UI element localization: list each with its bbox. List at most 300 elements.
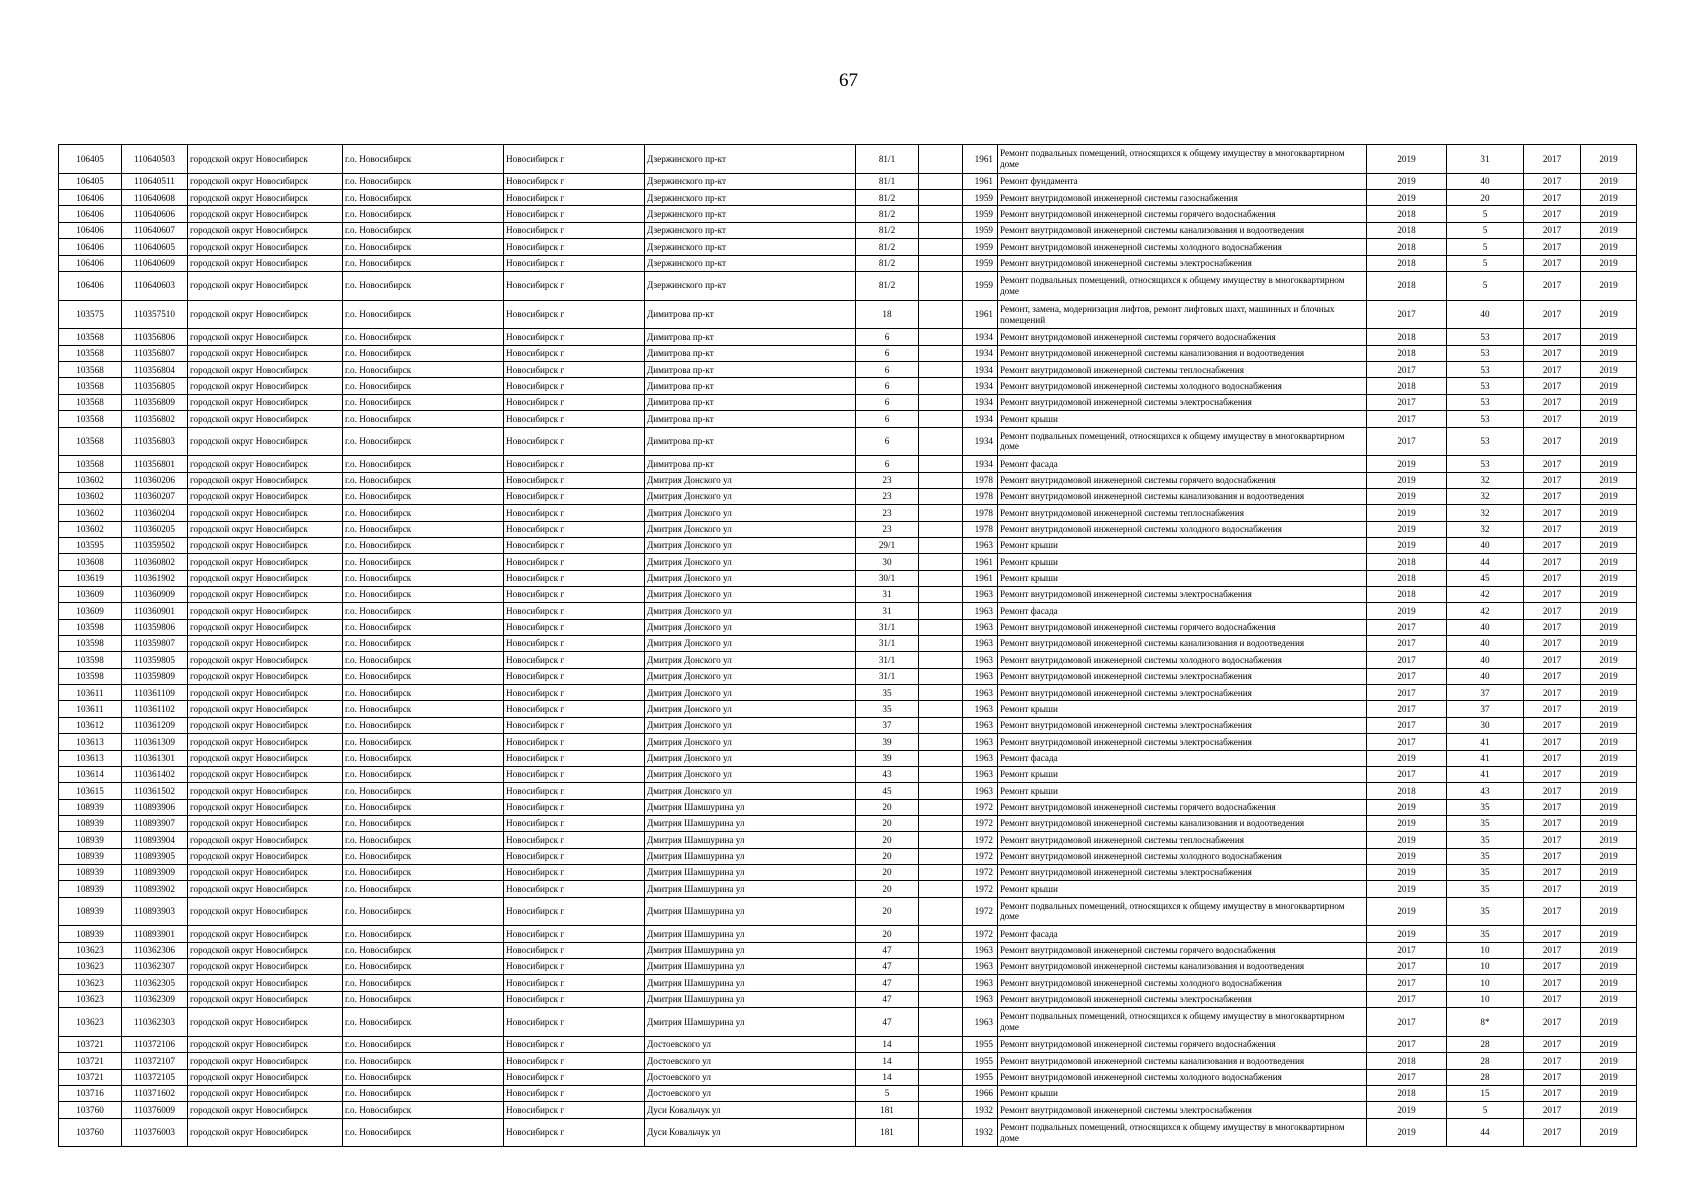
cell-period-start: 2017 [1524, 603, 1581, 619]
table-row [59, 505, 1637, 521]
cell-period-end: 2019 [1581, 815, 1637, 831]
cell-work-type: Ремонт фасада [998, 926, 1367, 942]
cell-settlement: Новосибирск г [504, 603, 645, 619]
cell-settlement: Новосибирск г [504, 815, 645, 831]
cell-house-number: 14 [856, 1069, 919, 1085]
cell-settlement: Новосибирск г [504, 271, 645, 300]
cell-period-end: 2019 [1581, 222, 1637, 238]
cell-house-id: 106406 [59, 222, 122, 238]
cell-year-built: 1955 [963, 1036, 998, 1052]
cell-work-type: Ремонт внутридомовой инженерной системы канализования и водоотведения [998, 636, 1367, 652]
cell-settlement: Новосибирск г [504, 538, 645, 554]
cell-settlement: Новосибирск г [504, 427, 645, 456]
cell-wear-percent: 53 [1447, 394, 1524, 410]
cell-planned-year: 2018 [1367, 1053, 1447, 1069]
cell-municipality: г.о. Новосибирск [343, 255, 504, 271]
cell-building [919, 619, 963, 635]
cell-period-start: 2017 [1524, 206, 1581, 222]
cell-municipal-district: городской округ Новосибирск [188, 799, 343, 815]
cell-period-start: 2017 [1524, 538, 1581, 554]
table-row [59, 881, 1637, 897]
cell-year-built: 1963 [963, 652, 998, 668]
cell-work-type: Ремонт подвальных помещений, относящихся к общему имуществу в многоквартирном доме [998, 427, 1367, 456]
cell-work-id: 110893906 [122, 799, 188, 815]
cell-planned-year: 2017 [1367, 1036, 1447, 1052]
cell-work-id: 110640609 [122, 255, 188, 271]
cell-planned-year: 2017 [1367, 959, 1447, 975]
cell-period-end: 2019 [1581, 538, 1637, 554]
cell-year-built: 1959 [963, 222, 998, 238]
cell-municipality: г.о. Новосибирск [343, 926, 504, 942]
cell-planned-year: 2019 [1367, 472, 1447, 488]
cell-street: Дзержинского пр-кт [645, 239, 856, 255]
cell-building [919, 554, 963, 570]
cell-house-number: 31/1 [856, 652, 919, 668]
cell-municipal-district: городской округ Новосибирск [188, 411, 343, 427]
cell-wear-percent: 40 [1447, 300, 1524, 329]
cell-municipal-district: городской округ Новосибирск [188, 636, 343, 652]
cell-period-end: 2019 [1581, 619, 1637, 635]
cell-work-type: Ремонт внутридомовой инженерной системы газоснабжения [998, 190, 1367, 206]
cell-planned-year: 2019 [1367, 1118, 1447, 1147]
cell-planned-year: 2019 [1367, 521, 1447, 537]
cell-work-type: Ремонт крыши [998, 881, 1367, 897]
cell-settlement: Новосибирск г [504, 570, 645, 586]
cell-work-type: Ремонт внутридомовой инженерной системы теплоснабжения [998, 362, 1367, 378]
cell-wear-percent: 53 [1447, 329, 1524, 345]
cell-work-id: 110361402 [122, 766, 188, 782]
cell-wear-percent: 32 [1447, 505, 1524, 521]
cell-house-number: 31/1 [856, 636, 919, 652]
cell-house-number: 35 [856, 701, 919, 717]
cell-year-built: 1963 [963, 603, 998, 619]
cell-work-type: Ремонт внутридомовой инженерной системы электроснабжения [998, 668, 1367, 684]
cell-period-end: 2019 [1581, 587, 1637, 603]
cell-municipal-district: городской округ Новосибирск [188, 975, 343, 991]
table-row [59, 570, 1637, 586]
table-row [59, 271, 1637, 300]
cell-year-built: 1963 [963, 783, 998, 799]
cell-building [919, 832, 963, 848]
cell-year-built: 1972 [963, 799, 998, 815]
cell-building [919, 1053, 963, 1069]
cell-wear-percent: 40 [1447, 538, 1524, 554]
table-row [59, 362, 1637, 378]
table-row [59, 190, 1637, 206]
cell-period-end: 2019 [1581, 1008, 1637, 1037]
cell-street: Дмитрия Донского ул [645, 619, 856, 635]
cell-work-id: 110356807 [122, 345, 188, 361]
cell-year-built: 1963 [963, 668, 998, 684]
cell-street: Дмитрия Шамшурина ул [645, 926, 856, 942]
cell-year-built: 1959 [963, 255, 998, 271]
cell-planned-year: 2017 [1367, 766, 1447, 782]
cell-house-number: 20 [856, 848, 919, 864]
cell-wear-percent: 31 [1447, 145, 1524, 174]
cell-period-end: 2019 [1581, 190, 1637, 206]
cell-period-start: 2017 [1524, 329, 1581, 345]
cell-settlement: Новосибирск г [504, 411, 645, 427]
cell-period-start: 2017 [1524, 1118, 1581, 1147]
cell-building [919, 701, 963, 717]
table-row [59, 521, 1637, 537]
cell-house-id: 103609 [59, 587, 122, 603]
cell-municipality: г.о. Новосибирск [343, 799, 504, 815]
cell-settlement: Новосибирск г [504, 145, 645, 174]
cell-period-end: 2019 [1581, 975, 1637, 991]
cell-house-id: 103623 [59, 959, 122, 975]
cell-period-start: 2017 [1524, 300, 1581, 329]
cell-street: Димитрова пр-кт [645, 394, 856, 410]
cell-settlement: Новосибирск г [504, 959, 645, 975]
cell-house-id: 108939 [59, 848, 122, 864]
cell-municipal-district: городской округ Новосибирск [188, 926, 343, 942]
cell-house-number: 6 [856, 345, 919, 361]
cell-work-type: Ремонт внутридомовой инженерной системы горячего водоснабжения [998, 799, 1367, 815]
cell-period-end: 2019 [1581, 1053, 1637, 1069]
cell-building [919, 239, 963, 255]
cell-municipality: г.о. Новосибирск [343, 991, 504, 1007]
cell-period-end: 2019 [1581, 652, 1637, 668]
cell-street: Дмитрия Шамшурина ул [645, 799, 856, 815]
cell-settlement: Новосибирск г [504, 345, 645, 361]
cell-period-end: 2019 [1581, 521, 1637, 537]
cell-work-type: Ремонт внутридомовой инженерной системы канализования и водоотведения [998, 1053, 1367, 1069]
cell-settlement: Новосибирск г [504, 926, 645, 942]
cell-house-number: 181 [856, 1102, 919, 1118]
cell-period-end: 2019 [1581, 505, 1637, 521]
cell-house-number: 81/2 [856, 206, 919, 222]
cell-wear-percent: 28 [1447, 1053, 1524, 1069]
cell-period-start: 2017 [1524, 975, 1581, 991]
cell-period-end: 2019 [1581, 603, 1637, 619]
cell-period-end: 2019 [1581, 701, 1637, 717]
cell-municipality: г.о. Новосибирск [343, 222, 504, 238]
cell-house-id: 103721 [59, 1069, 122, 1085]
cell-period-end: 2019 [1581, 345, 1637, 361]
cell-work-id: 110371602 [122, 1085, 188, 1101]
cell-municipal-district: городской округ Новосибирск [188, 554, 343, 570]
cell-building [919, 1085, 963, 1101]
cell-planned-year: 2019 [1367, 897, 1447, 926]
cell-period-end: 2019 [1581, 1069, 1637, 1085]
cell-settlement: Новосибирск г [504, 652, 645, 668]
cell-municipal-district: городской округ Новосибирск [188, 521, 343, 537]
cell-work-type: Ремонт крыши [998, 701, 1367, 717]
cell-year-built: 1934 [963, 345, 998, 361]
cell-building [919, 222, 963, 238]
cell-period-start: 2017 [1524, 427, 1581, 456]
cell-year-built: 1961 [963, 173, 998, 189]
cell-work-id: 110360909 [122, 587, 188, 603]
cell-municipality: г.о. Новосибирск [343, 489, 504, 505]
cell-municipality: г.о. Новосибирск [343, 345, 504, 361]
cell-settlement: Новосибирск г [504, 975, 645, 991]
cell-settlement: Новосибирск г [504, 190, 645, 206]
cell-period-end: 2019 [1581, 145, 1637, 174]
cell-street: Дмитрия Донского ул [645, 783, 856, 799]
table-row [59, 897, 1637, 926]
cell-building [919, 1008, 963, 1037]
cell-street: Дмитрия Шамшурина ул [645, 815, 856, 831]
cell-building [919, 411, 963, 427]
cell-wear-percent: 28 [1447, 1036, 1524, 1052]
cell-year-built: 1978 [963, 489, 998, 505]
cell-house-id: 103623 [59, 991, 122, 1007]
cell-municipality: г.о. Новосибирск [343, 173, 504, 189]
cell-building [919, 1069, 963, 1085]
cell-municipal-district: городской округ Новосибирск [188, 685, 343, 701]
table-row [59, 991, 1637, 1007]
cell-work-type: Ремонт крыши [998, 766, 1367, 782]
cell-period-start: 2017 [1524, 489, 1581, 505]
cell-house-number: 30 [856, 554, 919, 570]
cell-period-start: 2017 [1524, 1069, 1581, 1085]
cell-municipality: г.о. Новосибирск [343, 1069, 504, 1085]
cell-wear-percent: 5 [1447, 271, 1524, 300]
cell-settlement: Новосибирск г [504, 783, 645, 799]
cell-street: Дмитрия Шамшурина ул [645, 991, 856, 1007]
cell-settlement: Новосибирск г [504, 255, 645, 271]
cell-street: Дмитрия Донского ул [645, 717, 856, 733]
cell-building [919, 456, 963, 472]
cell-street: Дзержинского пр-кт [645, 145, 856, 174]
cell-work-id: 110360205 [122, 521, 188, 537]
cell-year-built: 1934 [963, 411, 998, 427]
cell-building [919, 815, 963, 831]
cell-period-start: 2017 [1524, 864, 1581, 880]
cell-house-id: 103608 [59, 554, 122, 570]
cell-period-start: 2017 [1524, 239, 1581, 255]
cell-work-id: 110893905 [122, 848, 188, 864]
cell-house-id: 106405 [59, 173, 122, 189]
cell-municipality: г.о. Новосибирск [343, 1118, 504, 1147]
table-row [59, 206, 1637, 222]
cell-municipality: г.о. Новосибирск [343, 603, 504, 619]
cell-settlement: Новосибирск г [504, 717, 645, 733]
cell-period-end: 2019 [1581, 734, 1637, 750]
cell-house-id: 108939 [59, 881, 122, 897]
cell-house-number: 20 [856, 897, 919, 926]
cell-building [919, 783, 963, 799]
cell-work-id: 110640608 [122, 190, 188, 206]
cell-year-built: 1955 [963, 1069, 998, 1085]
cell-street: Достоевского ул [645, 1053, 856, 1069]
cell-house-id: 103623 [59, 1008, 122, 1037]
table-row [59, 636, 1637, 652]
table-row [59, 1036, 1637, 1052]
cell-municipal-district: городской округ Новосибирск [188, 991, 343, 1007]
cell-house-number: 6 [856, 378, 919, 394]
cell-house-number: 47 [856, 942, 919, 958]
cell-work-id: 110361102 [122, 701, 188, 717]
cell-house-number: 6 [856, 427, 919, 456]
cell-street: Димитрова пр-кт [645, 345, 856, 361]
table-row [59, 489, 1637, 505]
cell-street: Дмитрия Донского ул [645, 570, 856, 586]
cell-work-type: Ремонт внутридомовой инженерной системы холодного водоснабжения [998, 848, 1367, 864]
cell-municipal-district: городской округ Новосибирск [188, 472, 343, 488]
cell-wear-percent: 45 [1447, 570, 1524, 586]
cell-year-built: 1966 [963, 1085, 998, 1101]
cell-house-id: 103602 [59, 505, 122, 521]
cell-wear-percent: 53 [1447, 362, 1524, 378]
cell-street: Дмитрия Донского ул [645, 521, 856, 537]
cell-wear-percent: 53 [1447, 456, 1524, 472]
cell-house-id: 103595 [59, 538, 122, 554]
cell-planned-year: 2018 [1367, 570, 1447, 586]
repair-schedule-table-wrapper [58, 144, 1636, 1147]
cell-municipal-district: городской округ Новосибирск [188, 489, 343, 505]
cell-work-type: Ремонт крыши [998, 783, 1367, 799]
cell-period-start: 2017 [1524, 652, 1581, 668]
cell-year-built: 1961 [963, 570, 998, 586]
cell-wear-percent: 10 [1447, 991, 1524, 1007]
cell-municipal-district: городской округ Новосибирск [188, 815, 343, 831]
cell-wear-percent: 10 [1447, 942, 1524, 958]
table-row [59, 750, 1637, 766]
cell-municipal-district: городской округ Новосибирск [188, 848, 343, 864]
cell-wear-percent: 20 [1447, 190, 1524, 206]
cell-settlement: Новосибирск г [504, 668, 645, 684]
cell-building [919, 897, 963, 926]
cell-period-end: 2019 [1581, 1118, 1637, 1147]
cell-planned-year: 2017 [1367, 734, 1447, 750]
cell-period-end: 2019 [1581, 570, 1637, 586]
cell-house-id: 108939 [59, 815, 122, 831]
cell-building [919, 1102, 963, 1118]
cell-period-end: 2019 [1581, 685, 1637, 701]
cell-wear-percent: 32 [1447, 472, 1524, 488]
cell-municipality: г.о. Новосибирск [343, 766, 504, 782]
cell-work-type: Ремонт внутридомовой инженерной системы канализования и водоотведения [998, 345, 1367, 361]
table-row [59, 685, 1637, 701]
cell-period-start: 2017 [1524, 991, 1581, 1007]
cell-period-start: 2017 [1524, 668, 1581, 684]
cell-street: Дуси Ковальчук ул [645, 1118, 856, 1147]
cell-street: Дзержинского пр-кт [645, 206, 856, 222]
cell-settlement: Новосибирск г [504, 1069, 645, 1085]
cell-wear-percent: 53 [1447, 345, 1524, 361]
table-row [59, 472, 1637, 488]
cell-period-end: 2019 [1581, 271, 1637, 300]
cell-municipal-district: городской округ Новосибирск [188, 1069, 343, 1085]
cell-municipal-district: городской округ Новосибирск [188, 864, 343, 880]
cell-house-number: 23 [856, 521, 919, 537]
table-row [59, 411, 1637, 427]
cell-house-id: 103611 [59, 701, 122, 717]
cell-municipality: г.о. Новосибирск [343, 1008, 504, 1037]
cell-municipality: г.о. Новосибирск [343, 362, 504, 378]
cell-street: Димитрова пр-кт [645, 456, 856, 472]
table-row [59, 145, 1637, 174]
cell-planned-year: 2018 [1367, 1085, 1447, 1101]
cell-house-number: 30/1 [856, 570, 919, 586]
cell-wear-percent: 37 [1447, 701, 1524, 717]
cell-municipality: г.о. Новосибирск [343, 206, 504, 222]
cell-work-id: 110361109 [122, 685, 188, 701]
cell-settlement: Новосибирск г [504, 456, 645, 472]
cell-wear-percent: 41 [1447, 766, 1524, 782]
cell-building [919, 848, 963, 864]
cell-period-end: 2019 [1581, 783, 1637, 799]
cell-wear-percent: 37 [1447, 685, 1524, 701]
cell-period-start: 2017 [1524, 521, 1581, 537]
cell-street: Дмитрия Шамшурина ул [645, 1008, 856, 1037]
cell-work-id: 110361502 [122, 783, 188, 799]
cell-municipal-district: городской округ Новосибирск [188, 222, 343, 238]
cell-street: Дмитрия Донского ул [645, 489, 856, 505]
cell-year-built: 1972 [963, 864, 998, 880]
cell-house-id: 103615 [59, 783, 122, 799]
table-row [59, 394, 1637, 410]
cell-street: Дмитрия Донского ул [645, 734, 856, 750]
cell-year-built: 1932 [963, 1102, 998, 1118]
cell-wear-percent: 5 [1447, 255, 1524, 271]
cell-work-id: 110356809 [122, 394, 188, 410]
cell-work-type: Ремонт внутридомовой инженерной системы теплоснабжения [998, 505, 1367, 521]
cell-municipality: г.о. Новосибирск [343, 505, 504, 521]
cell-settlement: Новосибирск г [504, 1036, 645, 1052]
cell-building [919, 959, 963, 975]
cell-house-id: 103598 [59, 619, 122, 635]
cell-municipal-district: городской округ Новосибирск [188, 145, 343, 174]
cell-wear-percent: 35 [1447, 926, 1524, 942]
cell-building [919, 538, 963, 554]
cell-municipal-district: городской округ Новосибирск [188, 1036, 343, 1052]
cell-building [919, 206, 963, 222]
cell-wear-percent: 53 [1447, 378, 1524, 394]
cell-municipality: г.о. Новосибирск [343, 472, 504, 488]
cell-wear-percent: 15 [1447, 1085, 1524, 1101]
cell-settlement: Новосибирск г [504, 636, 645, 652]
table-row [59, 1069, 1637, 1085]
cell-street: Дмитрия Донского ул [645, 668, 856, 684]
cell-wear-percent: 5 [1447, 206, 1524, 222]
cell-wear-percent: 32 [1447, 489, 1524, 505]
cell-settlement: Новосибирск г [504, 685, 645, 701]
cell-year-built: 1934 [963, 362, 998, 378]
cell-wear-percent: 53 [1447, 411, 1524, 427]
cell-building [919, 750, 963, 766]
cell-building [919, 173, 963, 189]
cell-planned-year: 2018 [1367, 783, 1447, 799]
cell-work-id: 110640603 [122, 271, 188, 300]
cell-work-id: 110372106 [122, 1036, 188, 1052]
cell-work-id: 110376003 [122, 1118, 188, 1147]
cell-municipal-district: городской округ Новосибирск [188, 603, 343, 619]
table-row [59, 799, 1637, 815]
cell-street: Дмитрия Шамшурина ул [645, 942, 856, 958]
cell-year-built: 1963 [963, 636, 998, 652]
cell-work-type: Ремонт внутридомовой инженерной системы канализования и водоотведения [998, 815, 1367, 831]
cell-street: Димитрова пр-кт [645, 300, 856, 329]
cell-planned-year: 2019 [1367, 832, 1447, 848]
cell-municipal-district: городской округ Новосибирск [188, 1118, 343, 1147]
cell-house-id: 103575 [59, 300, 122, 329]
cell-house-number: 81/1 [856, 145, 919, 174]
cell-house-number: 18 [856, 300, 919, 329]
cell-year-built: 1934 [963, 378, 998, 394]
cell-period-start: 2017 [1524, 472, 1581, 488]
table-row [59, 587, 1637, 603]
cell-house-number: 47 [856, 959, 919, 975]
cell-house-number: 39 [856, 750, 919, 766]
cell-year-built: 1959 [963, 190, 998, 206]
cell-municipal-district: городской округ Новосибирск [188, 345, 343, 361]
cell-year-built: 1972 [963, 881, 998, 897]
cell-house-number: 20 [856, 799, 919, 815]
